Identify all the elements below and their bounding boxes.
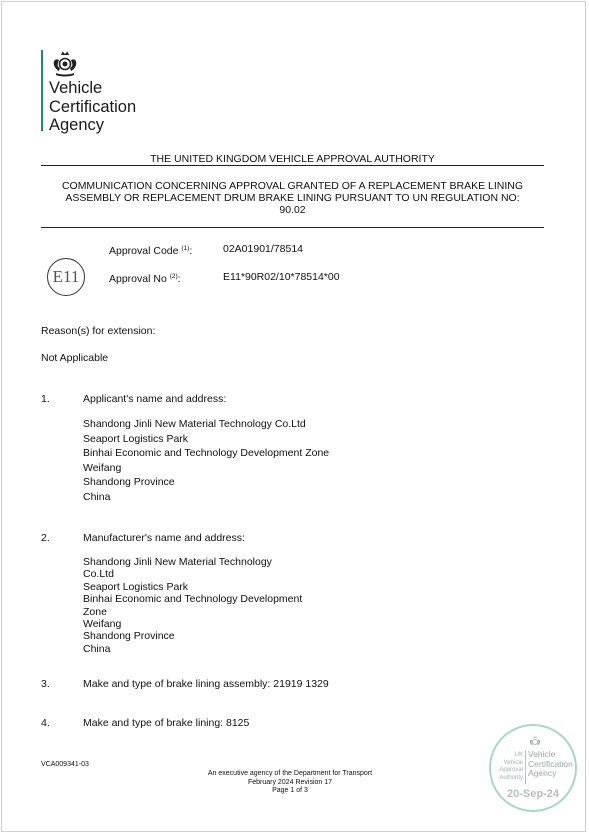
stamp-authority-text: UK Vehicle Approval Authority: [499, 752, 523, 781]
footnote-ref: (1): [181, 245, 190, 252]
address-line: China: [83, 490, 111, 503]
reasons-label: Reason(s) for extension:: [41, 325, 156, 337]
logo-line: Vehicle: [49, 79, 103, 97]
footer-block: [150, 770, 430, 796]
address-line: Binhai Economic and Technology Development Zone: [83, 447, 330, 459]
section-number: 1.: [41, 393, 50, 405]
section-title: Manufacturer's name and address:: [83, 532, 245, 544]
stamp-crest-icon: [528, 735, 542, 749]
header-rule-bottom: [41, 227, 544, 228]
approval-stamp: [489, 724, 577, 812]
stamp-agency-text: Vehicle Certification Agency: [528, 749, 573, 778]
section-number: 2.: [41, 532, 50, 544]
communication-line: ASSEMBLY OR REPLACEMENT DRUM BRAKE LINING PURSUANT TO UN REGULATION NO:: [65, 192, 520, 204]
address-line: Binhai Economic and Technology Development: [83, 593, 303, 606]
approval-mark: E11: [52, 267, 80, 286]
header-rule-top: [41, 165, 544, 166]
footnote-ref: (2): [169, 273, 178, 280]
approval-code-value: 02A01901/78514: [223, 243, 303, 255]
communication-line: COMMUNICATION CONCERNING APPROVAL GRANTED OF A REPLACEMENT BRAKE LINING: [61, 180, 524, 192]
address-line: Weifang: [83, 618, 122, 631]
approval-no-label: Approval No $^{(2)}$:: [109, 273, 181, 285]
communication-line: 90.02: [279, 204, 306, 216]
address-line: Co.Ltd: [83, 568, 114, 581]
approval-code-label: Approval Code $^{(1)}$:: [109, 245, 193, 257]
agency-logo-text: [49, 79, 136, 135]
address-line: China: [83, 642, 111, 655]
address-line: Seaport Logistics Park: [83, 432, 189, 445]
manufacturer-address: [83, 556, 302, 655]
address-line: Shandong Jinli New Material Technology: [83, 556, 272, 568]
address-line: Zone: [83, 605, 107, 618]
section-title: Applicant's name and address:: [83, 393, 227, 405]
address-line: Shandong Jinli New Material Technology Co.Ltd: [83, 418, 306, 430]
reasons-value: Not Applicable: [41, 352, 109, 364]
address-line: Weifang: [83, 461, 122, 474]
address-line: Shandong Province: [83, 630, 175, 643]
section-number: 3.: [41, 678, 50, 690]
authority-title: THE UNITED KINGDOM VEHICLE APPROVAL AUTHORITY: [150, 153, 435, 165]
footer-page-number: Page 1 of 3: [272, 787, 308, 794]
approval-mark-circle: [47, 258, 85, 296]
royal-crest-icon: [50, 49, 80, 79]
address-line: Seaport Logistics Park: [83, 580, 189, 593]
approval-no-value: E11*90R02/10*78514*00: [223, 271, 340, 283]
section-title: Make and type of brake lining: 8125: [83, 717, 250, 729]
logo-bar: [41, 50, 43, 131]
document-reference: VCA009341-03: [41, 761, 89, 768]
footer-agency-line: An executive agency of the Department for Transport: [207, 770, 373, 777]
section-title: Make and type of brake lining assembly: 21919 1329: [83, 678, 329, 690]
stamp-date: 20-Sep-24: [507, 788, 559, 800]
stamp-divider: [525, 750, 526, 784]
logo-line: Agency: [49, 116, 105, 134]
footer-revision: February 2024 Revision 17: [247, 778, 333, 786]
address-line: Shandong Province: [83, 476, 175, 488]
section-number: 4.: [41, 717, 50, 729]
logo-line: Certification: [49, 97, 137, 116]
applicant-address: [83, 417, 329, 504]
